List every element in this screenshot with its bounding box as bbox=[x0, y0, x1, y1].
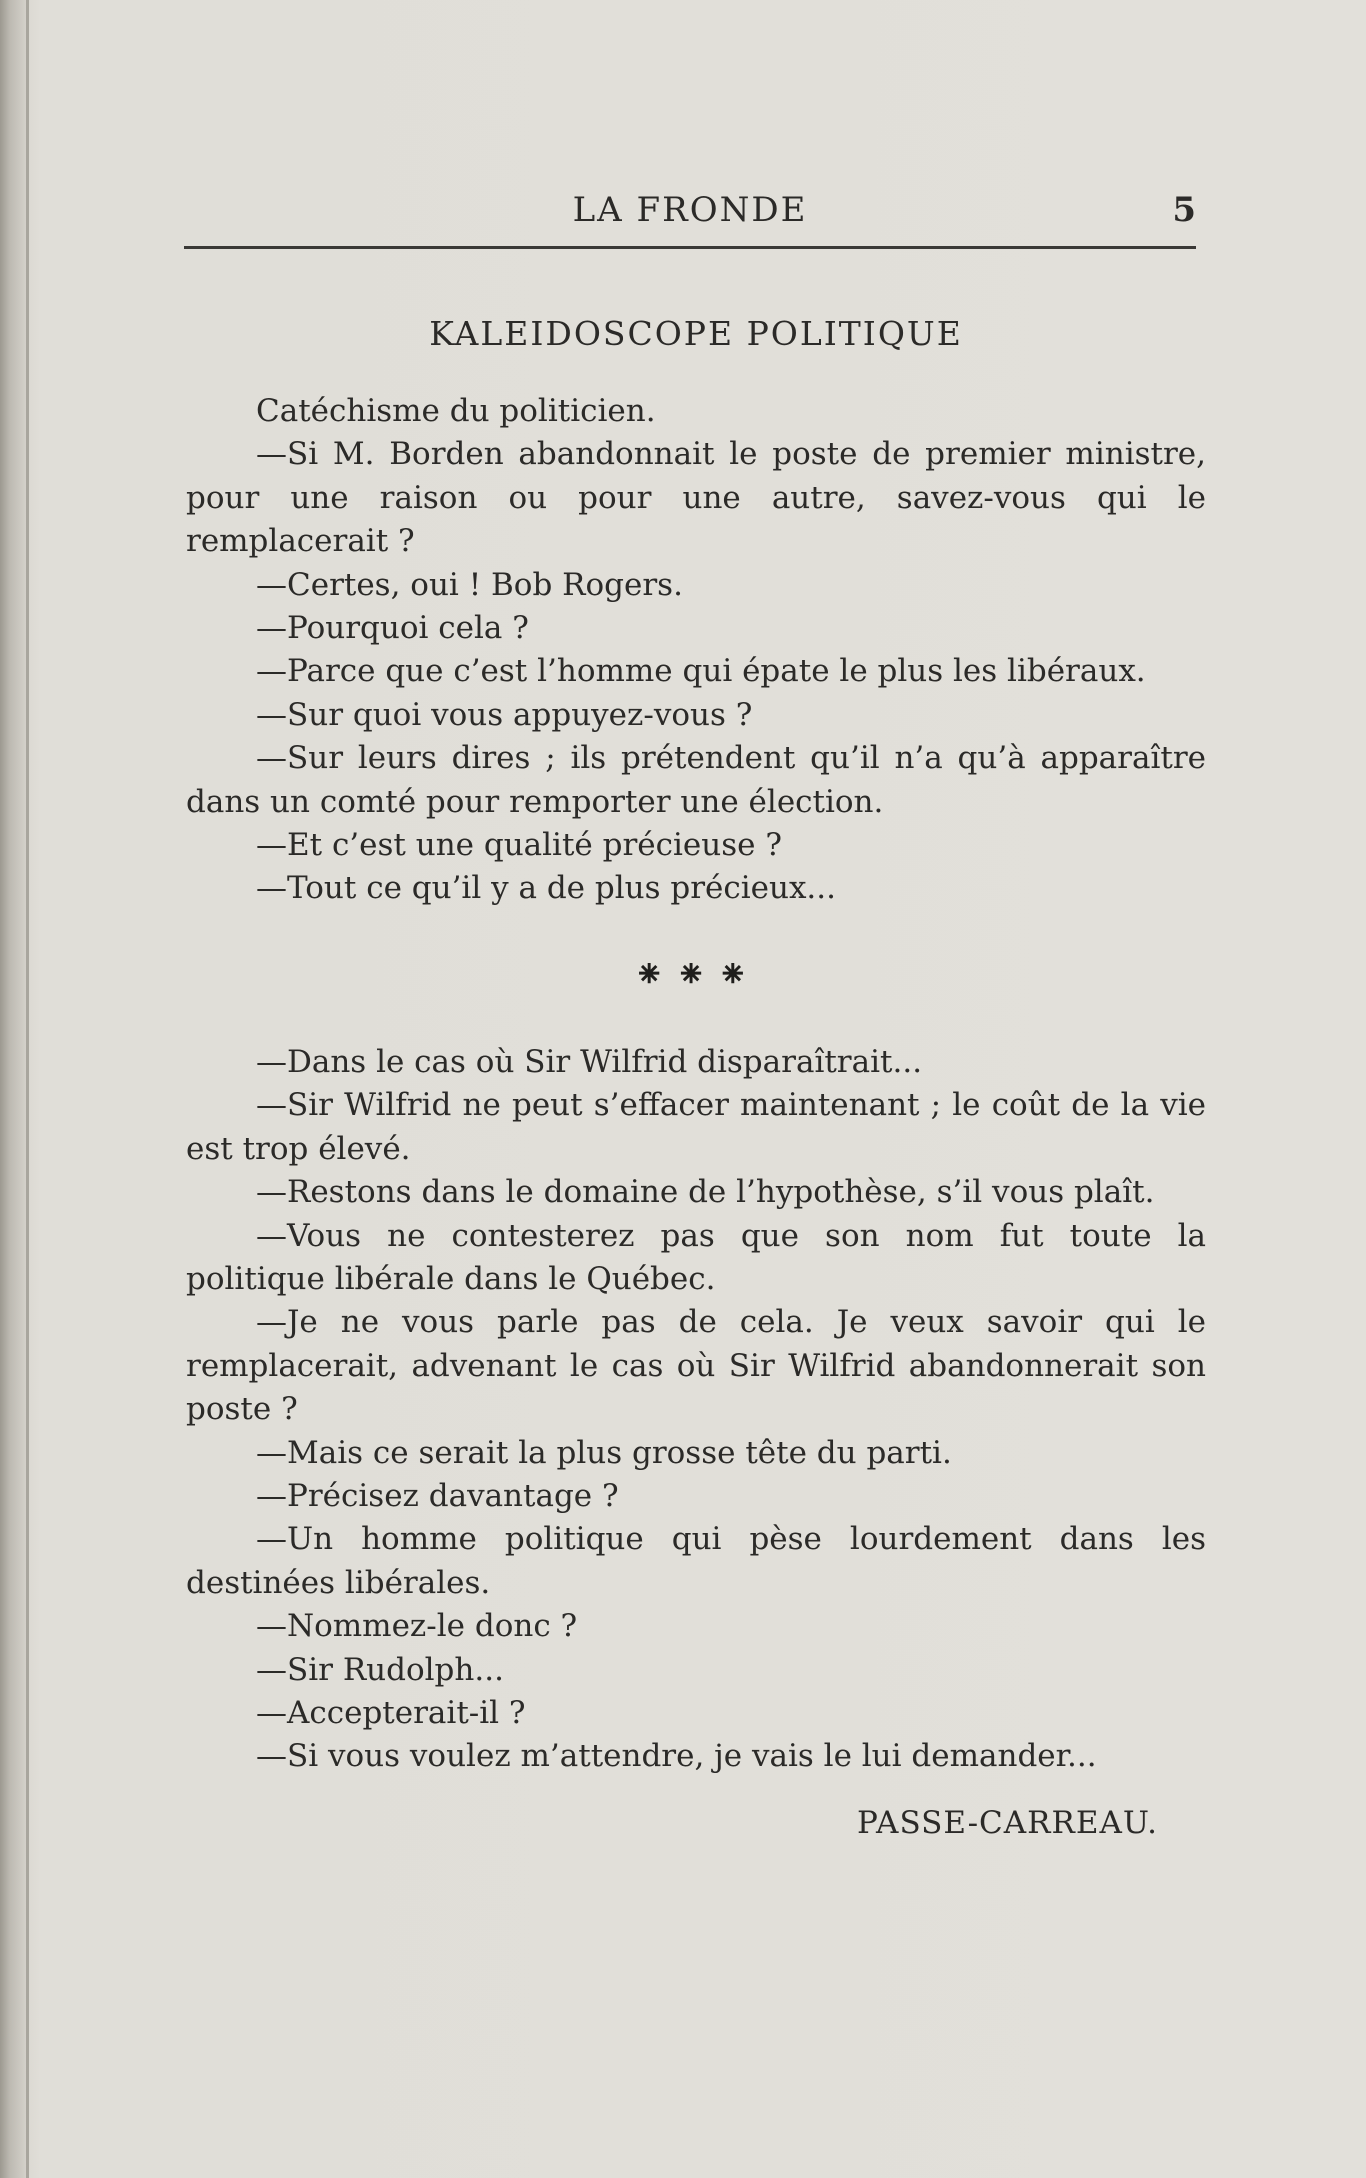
header-rule bbox=[184, 246, 1196, 249]
paragraph: —Vous ne contesterez pas que son nom fut toute la politique libérale dans le Québec. bbox=[186, 1217, 1206, 1297]
page-number: 5 bbox=[1172, 190, 1196, 230]
paragraph: Catéchisme du politicien. bbox=[256, 393, 656, 429]
dialogue-section-2 bbox=[186, 1041, 1206, 1779]
author-signature: PASSE-CARREAU. bbox=[857, 1804, 1158, 1841]
article bbox=[186, 306, 1206, 1845]
paragraph: —Mais ce serait la plus grosse tête du parti. bbox=[256, 1434, 952, 1471]
paragraph: —Un homme politique qui pèse lourdement dans les destinées libérales. bbox=[186, 1521, 1206, 1601]
paragraph: —Dans le cas où Sir Wilfrid disparaîtrait... bbox=[256, 1043, 923, 1080]
paragraph: —Sir Rudolph... bbox=[256, 1651, 504, 1688]
paragraph: —Sur leurs dires ; ils prétendent qu’il n’a qu’à apparaître dans un comté pour remporter une élection. bbox=[186, 740, 1206, 820]
paragraph: —Certes, oui ! Bob Rogers. bbox=[256, 566, 683, 603]
dialogue-section-1 bbox=[186, 390, 1206, 911]
paragraph: —Nommez-le donc ? bbox=[256, 1608, 578, 1645]
paragraph: —Si vous voulez m’attendre, je vais le lui demander... bbox=[256, 1738, 1097, 1775]
paragraph: —Précisez davantage ? bbox=[256, 1477, 619, 1514]
paragraph: —Tout ce qu’il y a de plus précieux... bbox=[256, 870, 836, 907]
page-header bbox=[184, 186, 1196, 234]
binding-edge bbox=[26, 0, 29, 2178]
paragraph: —Et c’est une qualité précieuse ? bbox=[256, 827, 782, 864]
paragraph: —Sir Wilfrid ne peut s’effacer maintenant ; le coût de la vie est trop élevé. bbox=[186, 1087, 1206, 1167]
paragraph: —Je ne vous parle pas de cela. Je veux savoir qui le remplacerait, advenant le cas où Sir Wilfrid abandonnerait son poste ? bbox=[186, 1304, 1206, 1428]
paragraph: —Parce que c’est l’homme qui épate le plus les libéraux. bbox=[256, 653, 1146, 690]
page-binding bbox=[0, 0, 26, 2178]
asterism-separator: ⁕⁕⁕ bbox=[633, 951, 759, 996]
paragraph: —Pourquoi cela ? bbox=[256, 610, 529, 647]
paragraph: —Si M. Borden abandonnait le poste de premier ministre, pour une raison ou pour une autre, savez-vous qui le remplacerait ? bbox=[186, 436, 1206, 560]
paragraph: —Sur quoi vous appuyez-vous ? bbox=[256, 696, 753, 733]
running-title: LA FRONDE bbox=[572, 190, 808, 230]
paragraph: —Accepterait-il ? bbox=[256, 1694, 526, 1731]
article-title: KALEIDOSCOPE POLITIQUE bbox=[429, 314, 963, 353]
paragraph: —Restons dans le domaine de l’hypothèse, s’il vous plaît. bbox=[256, 1174, 1155, 1211]
